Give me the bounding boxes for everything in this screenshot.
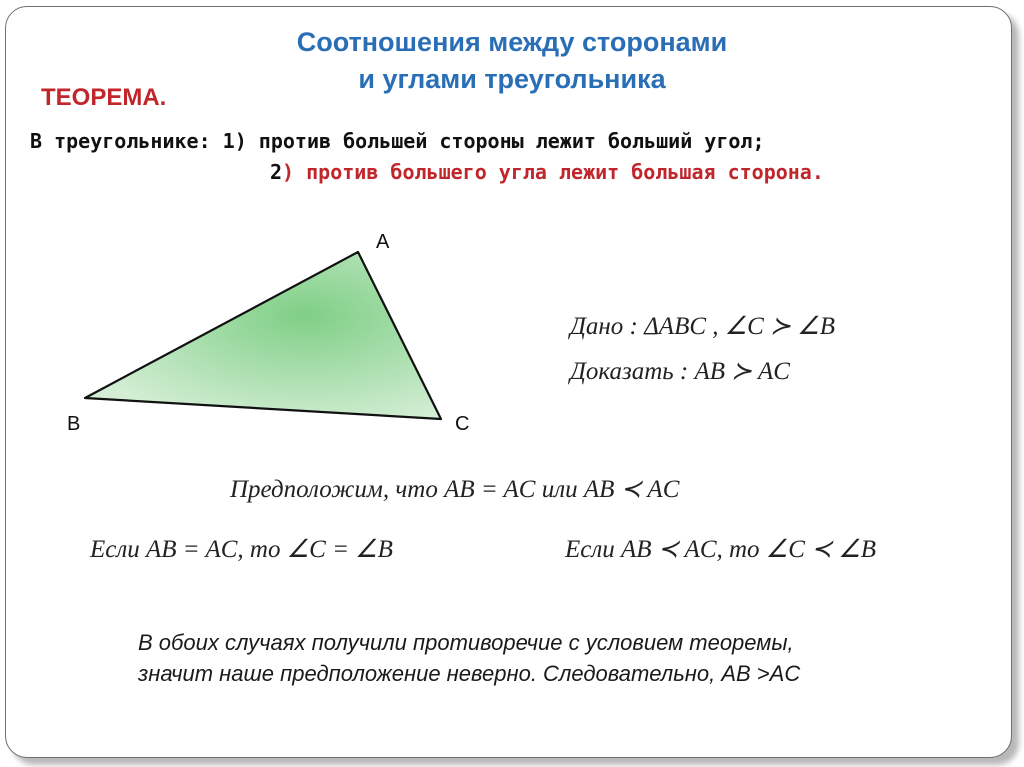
conclusion (138, 627, 800, 689)
statement-item-2: ) против большего угла лежит большая сторона. (282, 160, 824, 184)
case-less: Если AB ≺ AC, то ∠C ≺ ∠B (565, 536, 877, 563)
theorem-label: ТЕОРЕМА. (41, 84, 167, 111)
conclusion-line-1: В обоих случаях получили противоречие с условием теоремы, (138, 630, 794, 655)
vertex-a-label: A (376, 231, 390, 253)
case-equal: Если AB = AC, то ∠C = ∠B (90, 536, 393, 563)
vertex-c-label: C (455, 413, 470, 435)
conclusion-line-2: значит наше предположение неверно. Следовательно, AB >AC (138, 661, 801, 686)
given-condition: Дано : ΔABC , ∠C ≻ ∠B (570, 313, 835, 340)
statement-prefix: В треугольнике: (30, 129, 223, 153)
statement-item-2-number: 2 (270, 160, 283, 184)
prove-statement: Доказать : AB ≻ AC (570, 358, 790, 385)
assumption: Предположим, что AB = AC или AB ≺ AC (230, 476, 680, 503)
statement-item-1: 1) против большей стороны лежит больший угол; (222, 129, 765, 153)
title-line-1: Соотношения между сторонами (296, 27, 728, 57)
vertex-b-label: B (67, 413, 81, 435)
triangle-abc (85, 252, 441, 419)
title-line-2: и углами треугольника (358, 64, 666, 94)
